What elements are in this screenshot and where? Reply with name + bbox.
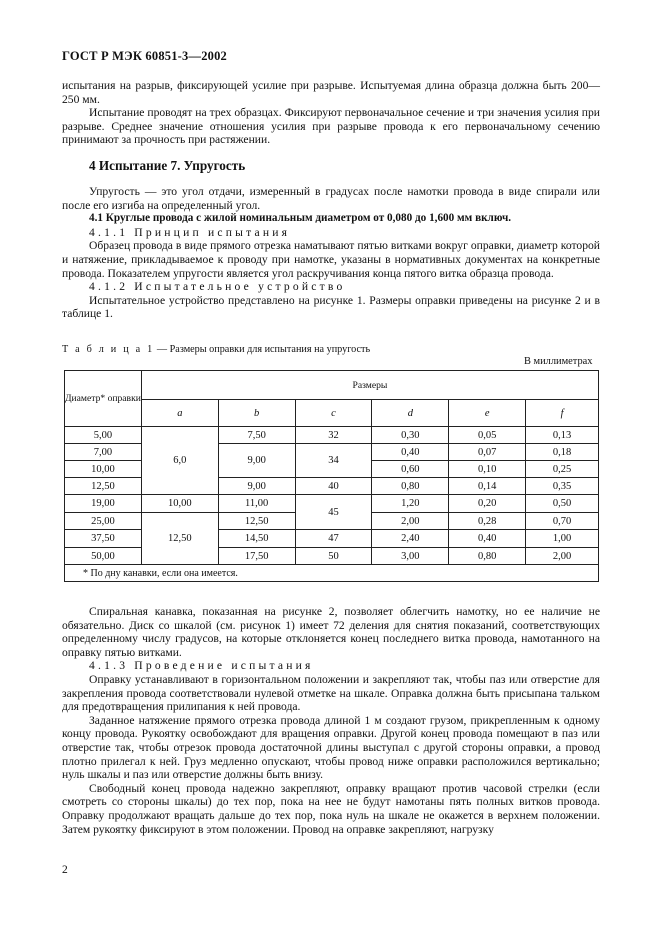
cell-f: 0,13	[526, 427, 599, 444]
cell-a: 6,0	[141, 427, 218, 495]
cell-e: 0,40	[449, 530, 526, 548]
cell-f: 2,00	[526, 548, 599, 565]
cell-b: 14,50	[218, 530, 295, 548]
cell-f: 0,25	[526, 461, 599, 478]
cell-e: 0,80	[449, 548, 526, 565]
cell-d: 2,40	[372, 530, 449, 548]
table-caption	[62, 344, 370, 355]
table-row	[65, 427, 599, 444]
paragraph-9: Свободный конец провода надежно закрепляют, оправку вращают против часовой стрелки (если смотреть со стороны шкалы) до тех пор, пока на нее не будут намотаны пять полных витков провода. Оправку продолжают вращать дальше до тех пор, пока нуль на шкале не окажется в верхнем положении. Затем рукоятку фиксируют в этом положении. Провод на оправке закрепляют, нагрузку	[62, 781, 600, 836]
col-b: b	[218, 400, 295, 427]
cell-e: 0,28	[449, 513, 526, 530]
header-sizes: Размеры	[141, 371, 598, 400]
table-footnote-row	[65, 565, 599, 582]
cell-d: 0,60	[372, 461, 449, 478]
cell-diam: 50,00	[65, 548, 142, 565]
text-block-top	[62, 79, 600, 147]
cell-f: 0,70	[526, 513, 599, 530]
cell-diam: 19,00	[65, 495, 142, 513]
cell-diam: 37,50	[65, 530, 142, 548]
cell-e: 0,07	[449, 444, 526, 461]
cell-c: 50	[295, 548, 372, 565]
cell-f: 0,18	[526, 444, 599, 461]
cell-a: 10,00	[141, 495, 218, 513]
cell-c: 45	[295, 495, 372, 530]
table-unit: В миллиметрах	[524, 356, 593, 367]
col-e: e	[449, 400, 526, 427]
paragraph-2: Испытание проводят на трех образцах. Фиксируют первоначальное сечение и три значения усилия при разрыве. Среднее значение отношения усилия при разрыве провода к его первоначальному сечению принимают за прочность при растяжении.	[62, 106, 600, 147]
cell-d: 0,80	[372, 478, 449, 495]
page-number: 2	[62, 864, 68, 876]
table-footnote: * По дну канавки, если она имеется.	[65, 565, 599, 582]
paragraph-4: Образец провода в виде прямого отрезка наматывают пятью витками вокруг оправки, диаметр которой и натяжение, прикладываемое к проводу при намотке, указаны в нормативных документах на конкретные провода. Показателем упругости является угол раскручивания конца пятого витка образца провода.	[62, 239, 600, 280]
mandrel-dimensions-table	[64, 370, 599, 582]
col-f: f	[526, 400, 599, 427]
cell-b: 7,50	[218, 427, 295, 444]
cell-diam: 5,00	[65, 427, 142, 444]
paragraph-8: Заданное натяжение прямого отрезка провода длиной 1 м создают грузом, прикрепленным к одному концу провода. Рукоятку освобождают для вращения оправки. Другой конец провода помещают в паз или отверстие так, чтобы отрезок провода достаточной длины выступал с другой стороны оправки, а провод плотно прилегал к ней. Груз медленно опускают, чтобы провод ниже оправки расположился вертикально; нуль шкалы и паз или отверстие должны быть внизу.	[62, 713, 600, 782]
cell-diam: 25,00	[65, 513, 142, 530]
header-diameter: Диаметр* оправки	[65, 371, 142, 427]
cell-a: 12,50	[141, 513, 218, 565]
cell-d: 2,00	[372, 513, 449, 530]
col-a: a	[141, 400, 218, 427]
col-d: d	[372, 400, 449, 427]
cell-c: 34	[295, 444, 372, 478]
cell-c: 40	[295, 478, 372, 495]
cell-e: 0,05	[449, 427, 526, 444]
col-c: c	[295, 400, 372, 427]
document-header: ГОСТ Р МЭК 60851-3—2002	[62, 49, 227, 63]
subsection-4-1: 4.1 Круглые провода с жилой номинальным диаметром от 0,080 до 1,600 мм включ.	[89, 212, 512, 225]
cell-f: 0,35	[526, 478, 599, 495]
cell-b: 17,50	[218, 548, 295, 565]
cell-b: 9,00	[218, 478, 295, 495]
cell-diam: 10,00	[65, 461, 142, 478]
cell-c: 32	[295, 427, 372, 444]
table-row	[65, 495, 599, 513]
table-caption-label: Т а б л и ц а 1	[62, 344, 155, 355]
cell-c: 47	[295, 530, 372, 548]
text-block-bottom	[62, 605, 600, 836]
cell-b: 12,50	[218, 513, 295, 530]
paragraph-5: Испытательное устройство представлено на рисунке 1. Размеры оправки приведены на рисунке 2 и в таблице 1.	[62, 293, 600, 321]
cell-f: 0,50	[526, 495, 599, 513]
cell-b: 9,00	[218, 444, 295, 478]
cell-e: 0,10	[449, 461, 526, 478]
paragraph-1: испытания на разрыв, фиксирующей усилие при разрыве. Испытуемая длина образца должна быть 200—250 мм.	[62, 79, 600, 106]
cell-diam: 7,00	[65, 444, 142, 461]
table-subheader-row	[65, 400, 599, 427]
paragraph-3: Упругость — это угол отдачи, измеренный в градусах после намотки провода в виде спирали или после его изгиба на определенный угол.	[62, 185, 600, 212]
cell-d: 1,20	[372, 495, 449, 513]
subsection-4-1-2: 4.1.2 Испытательное устройство	[89, 280, 346, 294]
cell-d: 0,30	[372, 427, 449, 444]
cell-e: 0,14	[449, 478, 526, 495]
paragraph-7: Оправку устанавливают в горизонтальном положении и закрепляют так, чтобы паз или отверстие для закрепления провода соответствовали нулевой отметке на шкале. Оправка должна быть присыпана тальком для предотвращения прилипания к ней провода.	[62, 672, 600, 714]
cell-diam: 12,50	[65, 478, 142, 495]
subsection-4-1-1: 4.1.1 Принцип испытания	[89, 225, 291, 239]
cell-d: 3,00	[372, 548, 449, 565]
subsection-4-1-3: 4.1.3 Проведение испытания	[89, 659, 314, 673]
cell-b: 11,00	[218, 495, 295, 513]
paragraph-6: Спиральная канавка, показанная на рисунке 2, позволяет облегчить намотку, но ее наличие не обязательно. Диск со шкалой (см. рисунок 1) имеет 72 деления для снятия показаний, соответствующих определенному числу градусов, на которые отклоняется конец последнего витка провода, намотанного на оправку пятью витками.	[62, 605, 600, 659]
cell-d: 0,40	[372, 444, 449, 461]
cell-f: 1,00	[526, 530, 599, 548]
table-caption-text: — Размеры оправки для испытания на упругость	[154, 344, 371, 355]
section-4-title-wrap	[62, 159, 600, 173]
section-title: 4 Испытание 7. Упругость	[89, 158, 246, 173]
text-block-section-4	[62, 185, 600, 321]
table-header-row	[65, 371, 599, 400]
cell-e: 0,20	[449, 495, 526, 513]
